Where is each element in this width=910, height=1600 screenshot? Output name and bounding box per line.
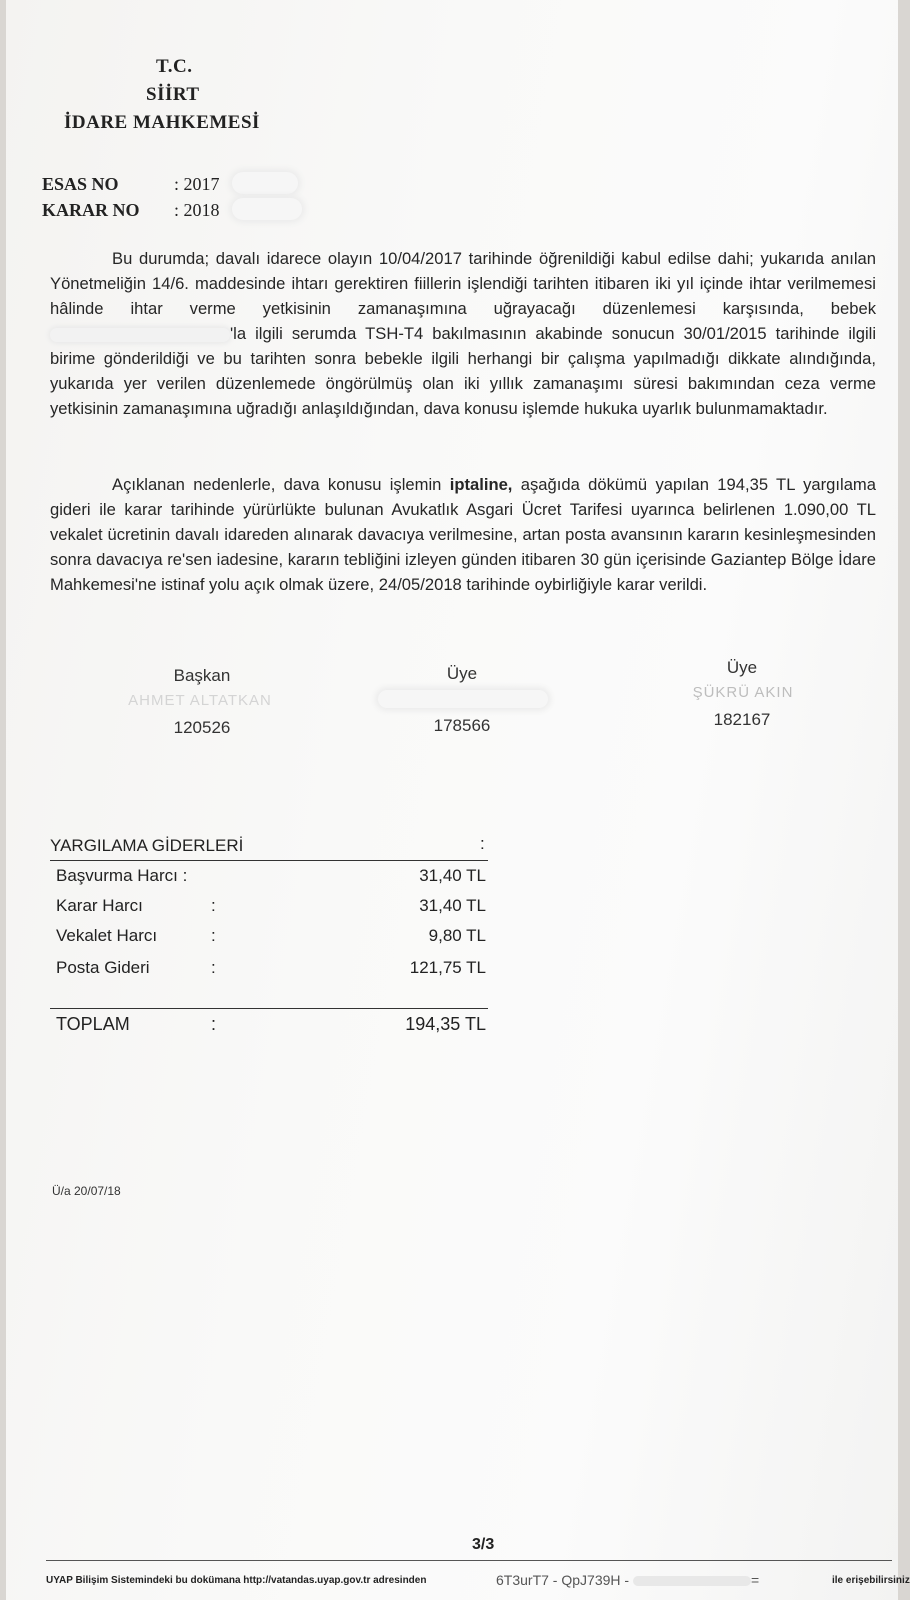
- cost-total-row: [56, 1014, 486, 1044]
- costs-title: YARGILAMA GİDERLERİ: [50, 836, 244, 855]
- esas-label: ESAS NO: [42, 174, 119, 194]
- footer-suffix: ile erişebilirsiniz: [832, 1575, 910, 1586]
- cost-label: Vekalet Harcı: [56, 926, 158, 945]
- footnote-date: Ü/a 20/07/18: [52, 1184, 121, 1198]
- paragraph-1-part-a: Bu durumda; davalı idarece olayın 10/04/2017 tarihinde öğrenildiği kabul edilse dahi; yukarıda anılan Yönetmeliğin 14/6. maddesinde ihtarı gerektiren fiillerin işlendiği tarihten itibaren iki yıl içinde ihtar verilmemesi hâlinde ihtar verme yetkisinin zamanaşımına uğrayacağı düzenlemesi karşısında, bebek: [50, 249, 876, 318]
- document-page: [6, 0, 910, 1600]
- signature-name-3: ŞÜKRÜ AKIN: [692, 684, 794, 701]
- costs-title-colon: :: [480, 834, 485, 853]
- cost-amount: 31,40 TL: [419, 896, 486, 915]
- cost-label: Başvurma Harcı :: [56, 866, 188, 885]
- signature-name-1: AHMET ALTATKAN: [128, 692, 272, 709]
- cost-colon: :: [211, 926, 216, 945]
- signature-number-2: 178566: [433, 716, 491, 735]
- redaction-mark: [50, 328, 230, 342]
- karar-value: : 2018: [174, 200, 220, 220]
- signature-role-2: Üye: [446, 664, 478, 683]
- cost-label: Karar Harcı: [56, 896, 143, 915]
- paragraph-1-part-b: 'la ilgili serumda TSH-T4 bakılmasının akabinde sonucun 30/01/2015 tarihinde ilgili birime gönderildiği ve bu tarihten sonra bebekle ilgili herhangi bir çalışma yapılmadığı dikkate alındığında, yukarıda yer verilen düzenlemede öngörülmüş olan iki yıllık zamanaşımı süresi bakımından ceza verme yetkisinin zamanaşımına uğradığı anlaşıldığından, dava konusu işlemde hukuka uyarlık bulunmamaktadır.: [50, 324, 876, 418]
- cost-amount: 9,80 TL: [428, 926, 486, 945]
- header-court: İDARE MAHKEMESİ: [64, 112, 260, 133]
- cost-amount: 121,75 TL: [409, 958, 486, 977]
- cost-row: [56, 866, 486, 896]
- cost-row: [56, 958, 486, 988]
- redaction-mark: [378, 690, 548, 708]
- karar-label: KARAR NO: [42, 200, 140, 220]
- redaction-mark: [633, 1576, 751, 1586]
- page-number: 3/3: [472, 1536, 495, 1553]
- footer-code-visible: 6T3urT7 - QpJ739H -: [496, 1572, 633, 1588]
- cost-total-label: TOPLAM: [56, 1014, 130, 1034]
- cost-label: Posta Gideri: [56, 958, 150, 977]
- footer-rule: [46, 1560, 892, 1561]
- signature-role-3: Üye: [726, 658, 758, 677]
- cost-row: [56, 926, 486, 956]
- paragraph-1: [50, 246, 876, 421]
- header-tc: T.C.: [156, 56, 193, 77]
- footer-code-tail: =: [750, 1572, 760, 1588]
- cost-total-amount: 194,35 TL: [405, 1014, 486, 1034]
- costs-top-rule: [50, 860, 488, 861]
- redaction-mark: [232, 172, 298, 194]
- cost-colon: :: [211, 896, 216, 915]
- signature-role-1: Başkan: [173, 666, 231, 685]
- cost-amount: 31,40 TL: [419, 866, 486, 885]
- cost-row: [56, 896, 486, 926]
- signature-number-3: 182167: [713, 710, 771, 729]
- paragraph-2-part-a: Açıklanan nedenlerle, dava konusu işlemin: [112, 475, 442, 494]
- esas-value: : 2017: [174, 174, 220, 194]
- paragraph-2-part-b: aşağıda dökümü yapılan 194,35 TL yargılama gideri ile karar tarihinde yürürlükte bulunan Avukatlık Asgari Ücret Tarifesi uyarınca belirlenen 1.090,00 TL vekalet ücretinin davalı idareden alınarak davacıya verilmesine, artan posta avansının kararın kesinleşmesinden sonra davacıya re'sen iadesine, kararın tebliğini izleyen günden itibaren 30 gün içerisinde Gaziantep Bölge İdare Mahkemesi'ne istinaf yolu açık olmak üzere, 24/05/2018 tarihinde oybirliğiyle karar verildi.: [50, 475, 876, 594]
- paragraph-2: [50, 472, 876, 597]
- cost-colon: :: [211, 958, 216, 977]
- redaction-mark: [232, 198, 302, 220]
- costs-bottom-rule: [50, 1008, 488, 1009]
- footer-text: UYAP Bilişim Sistemindeki bu dokümana http://vatandas.uyap.gov.tr adresinden: [46, 1575, 427, 1586]
- footer-code: [496, 1572, 759, 1588]
- header-city: SİİRT: [146, 84, 200, 105]
- cost-total-colon: :: [211, 1014, 217, 1034]
- signature-number-1: 120526: [173, 718, 231, 737]
- paragraph-2-bold: iptaline,: [449, 475, 513, 494]
